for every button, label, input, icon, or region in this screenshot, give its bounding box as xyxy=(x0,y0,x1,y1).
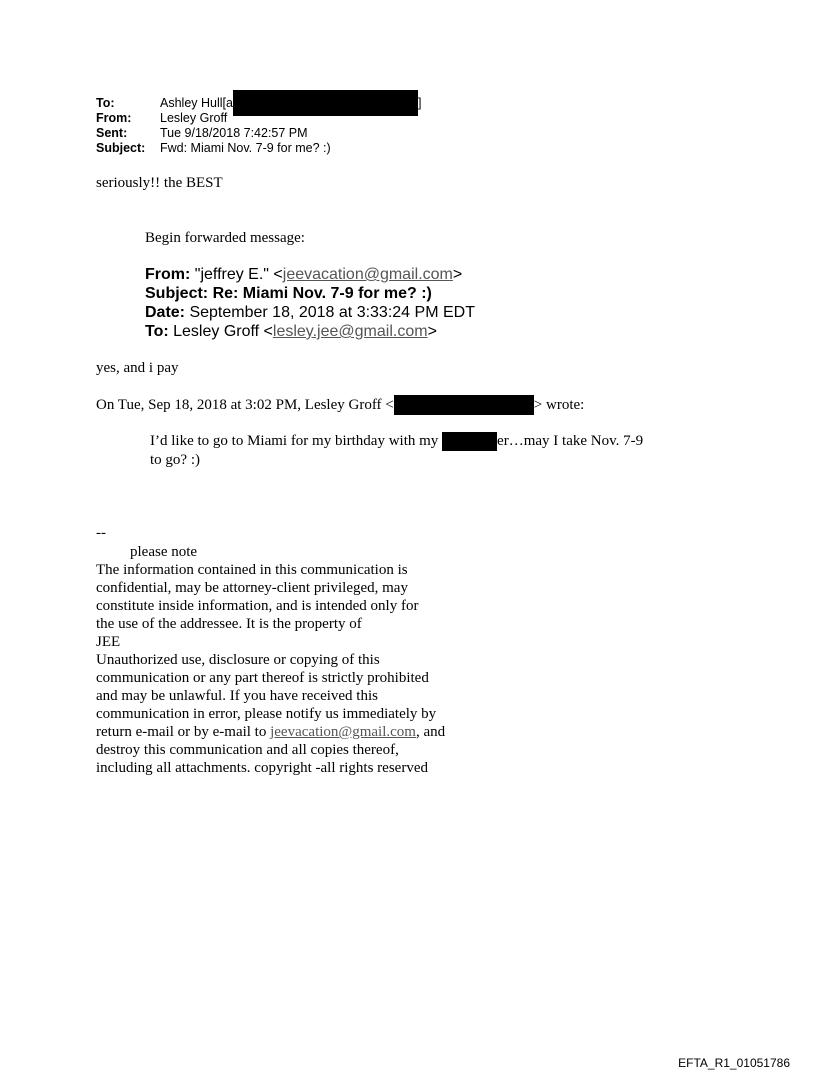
quote-line-1b: er…may I take Nov. 7-9 xyxy=(497,433,644,449)
sent-label: Sent: xyxy=(96,126,128,140)
forward-subject-value: Re: Miami Nov. 7-9 for me? :) xyxy=(208,285,432,302)
disclaimer-line: communication in error, please notify us immediately by xyxy=(96,706,437,722)
subject-value: Fwd: Miami Nov. 7-9 for me? :) xyxy=(160,141,331,155)
wrote-prefix: On Tue, Sep 18, 2018 at 3:02 PM, Lesley Groff < xyxy=(96,397,394,413)
from-value: Lesley Groff xyxy=(160,111,228,125)
disclaimer-line: communication or any part thereof is strictly prohibited xyxy=(96,670,429,686)
forward-subject-label: Subject: xyxy=(145,285,209,302)
forward-from-line xyxy=(145,265,462,284)
forward-to-close: > xyxy=(427,323,437,340)
forward-to-line xyxy=(145,322,437,341)
redaction-bar xyxy=(233,90,418,116)
disclaimer-line: and may be unlawful. If you have received this xyxy=(96,688,378,704)
forward-from-name: "jeffrey E." < xyxy=(190,266,283,283)
reply-line: yes, and i pay xyxy=(96,360,179,376)
document-id: EFTA_R1_01051786 xyxy=(678,1056,790,1070)
quote-line-2: to go? :) xyxy=(150,452,200,468)
forward-from-email-link[interactable]: jeevacation@gmail.com xyxy=(282,266,453,283)
quote-line-1a: I’d like to go to Miami for my birthday with my xyxy=(150,433,443,449)
forward-from-close: > xyxy=(452,266,463,283)
to-close: ] xyxy=(417,96,422,110)
forward-intro: Begin forwarded message: xyxy=(145,230,305,246)
to-name: Ashley Hull[a xyxy=(160,96,233,110)
disclaimer-line: JEE xyxy=(96,634,121,650)
redaction-bar xyxy=(394,395,534,415)
forward-subject-line xyxy=(145,284,432,303)
sent-value: Tue 9/18/2018 7:42:57 PM xyxy=(160,126,308,140)
from-label: From: xyxy=(96,111,132,125)
quote-line-1 xyxy=(150,432,643,451)
disclaimer-line: confidential, may be attorney-client privileged, may xyxy=(96,580,408,596)
opening-line: seriously!! the BEST xyxy=(96,175,223,191)
wrote-suffix: > wrote: xyxy=(533,397,585,413)
forward-to-email-link[interactable]: lesley.jee@gmail.com xyxy=(272,323,428,340)
to-label: To: xyxy=(96,96,115,110)
signature-dashes: -- xyxy=(96,525,106,541)
subject-label: Subject: xyxy=(96,141,146,155)
email-header xyxy=(96,96,496,158)
return-email-link[interactable]: jeevacation@gmail.com xyxy=(270,724,416,740)
forward-date-value: September 18, 2018 at 3:33:24 PM EDT xyxy=(185,304,475,321)
signature-note: please note xyxy=(130,544,198,560)
disclaimer-return-line xyxy=(96,723,445,741)
disclaimer-line: the use of the addressee. It is the property of xyxy=(96,616,362,632)
disclaimer-line: including all attachments. copyright -all rights reserved xyxy=(96,760,428,776)
disclaimer-line: The information contained in this communication is xyxy=(96,562,408,578)
return-suffix: , and xyxy=(415,724,446,740)
return-prefix: return e-mail or by e-mail to xyxy=(96,724,271,740)
wrote-line xyxy=(96,396,584,415)
redaction-bar xyxy=(442,432,497,451)
forward-date-line xyxy=(145,303,475,322)
forward-to-label: To: xyxy=(145,323,169,340)
forward-to-name: Lesley Groff < xyxy=(168,323,273,340)
forward-date-label: Date: xyxy=(145,304,186,321)
forward-from-label: From: xyxy=(145,266,191,283)
disclaimer-line: constitute inside information, and is intended only for xyxy=(96,598,419,614)
disclaimer-line: Unauthorized use, disclosure or copying of this xyxy=(96,652,380,668)
disclaimer-line: destroy this communication and all copies thereof, xyxy=(96,742,399,758)
